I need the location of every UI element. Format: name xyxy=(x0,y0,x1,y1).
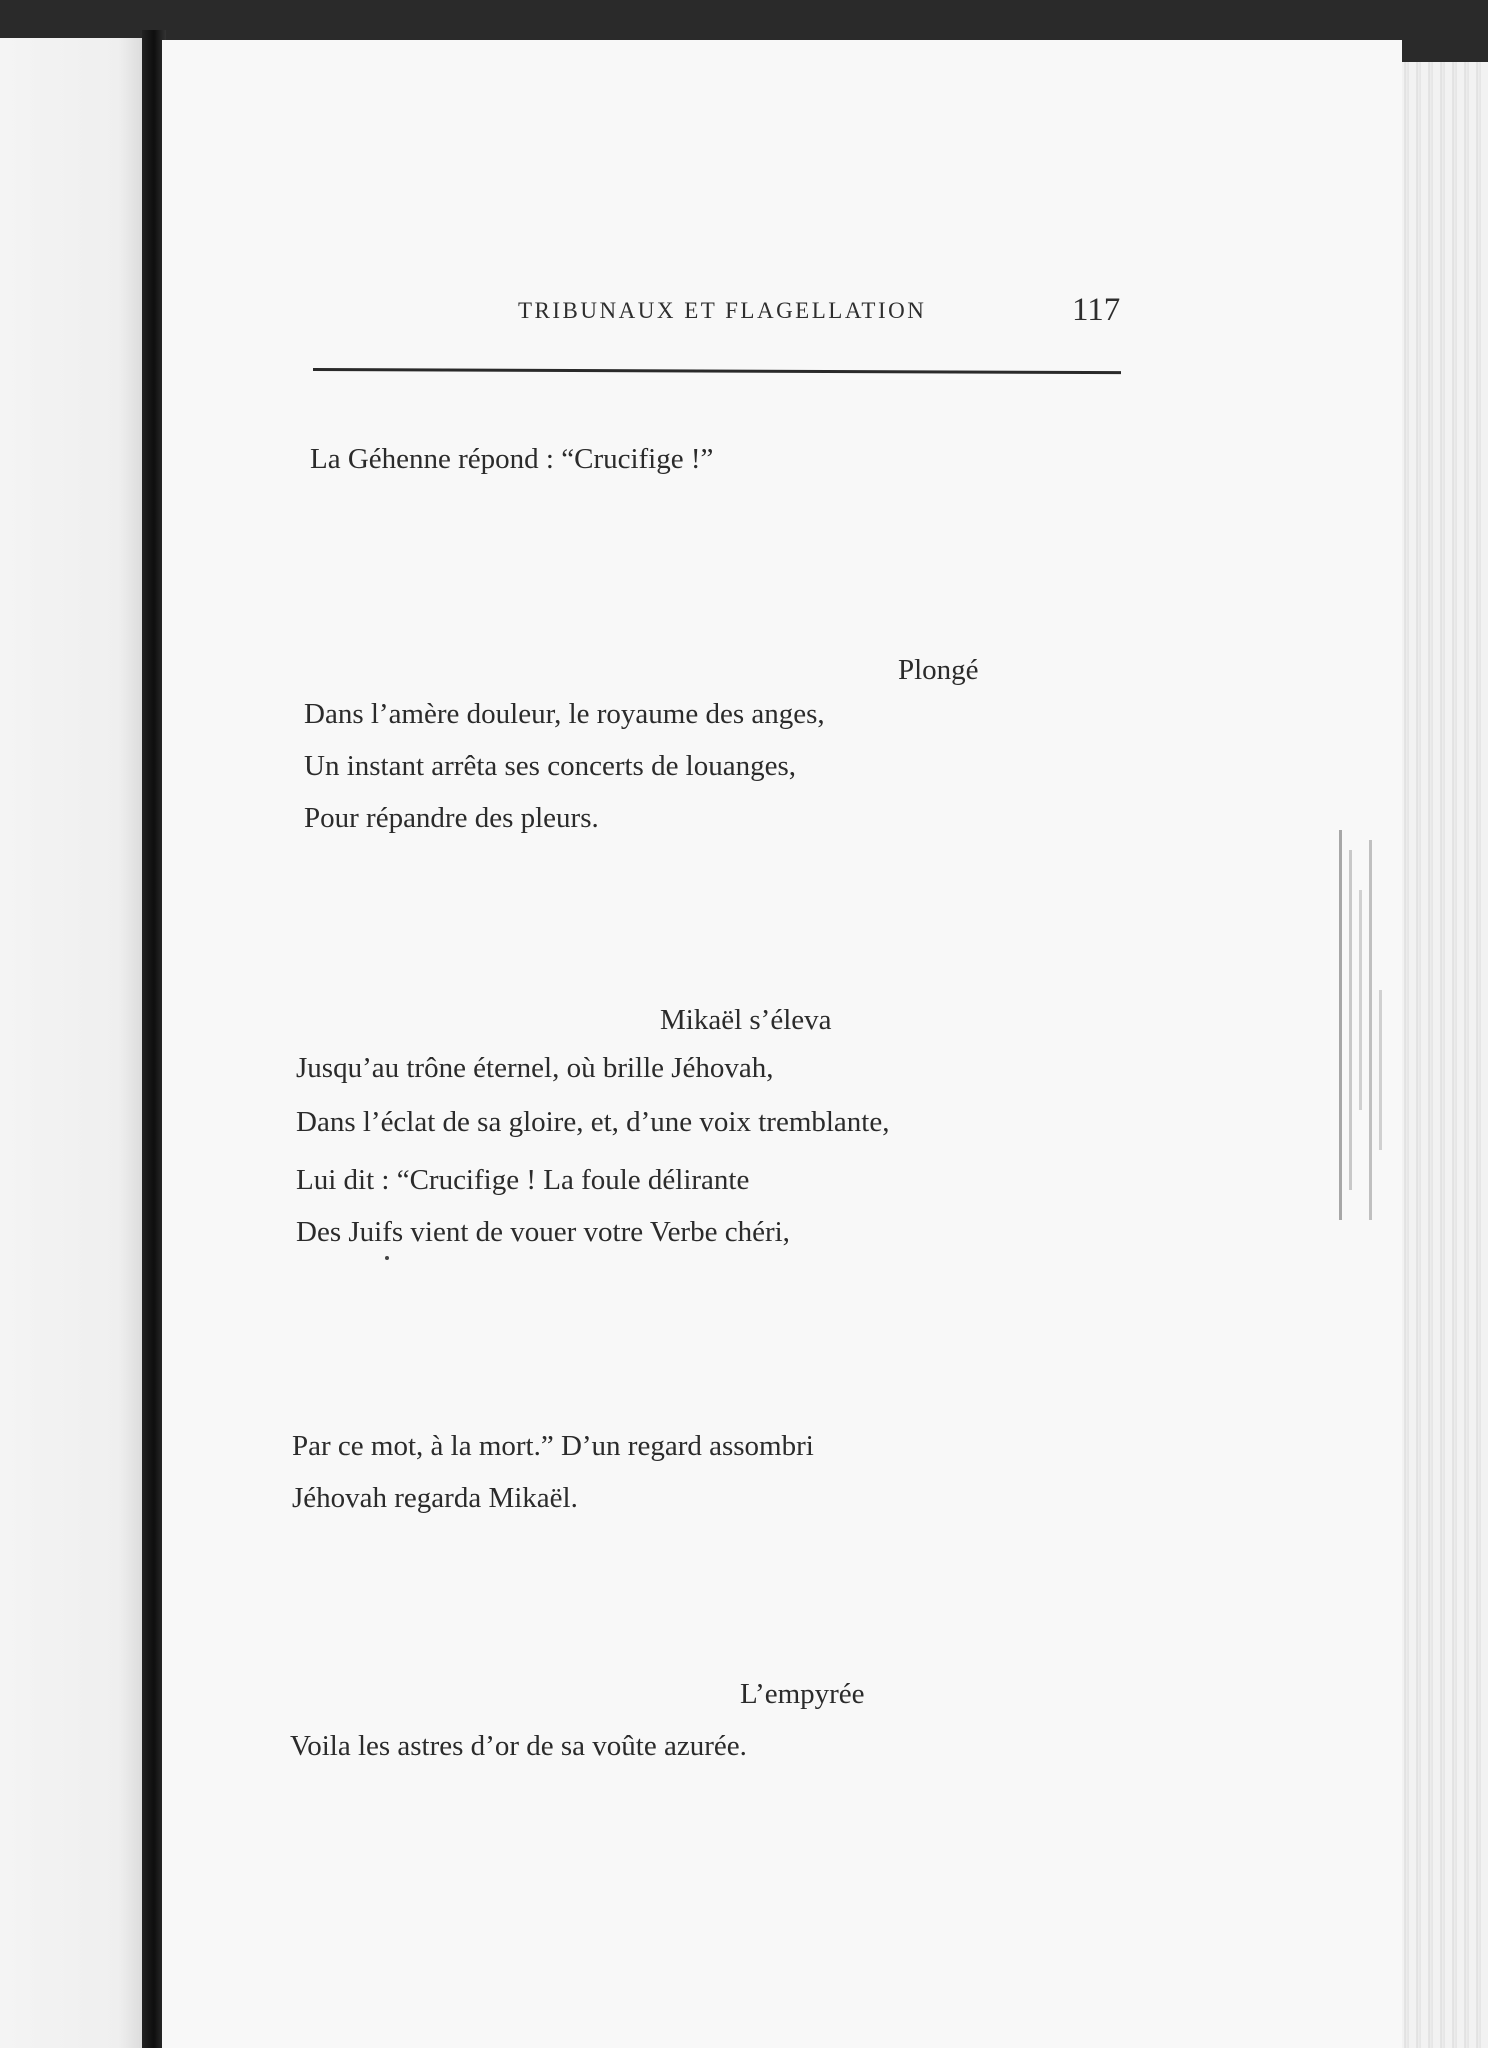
verse-line: Un instant arrêta ses concerts de louanges, xyxy=(304,750,797,782)
verse-line: Jéhovah regarda Mikaël. xyxy=(292,1482,578,1514)
running-title: TRIBUNAUX ET FLAGELLATION xyxy=(518,298,927,323)
library-stamp-mark xyxy=(1335,830,1393,1220)
print-speck xyxy=(385,1256,389,1260)
verse-line: Pour répandre des pleurs. xyxy=(304,802,599,834)
running-head xyxy=(300,292,1130,332)
verse-line: Dans l’amère douleur, le royaume des anges, xyxy=(304,698,825,730)
verse-line: Plongé xyxy=(898,654,979,686)
verse-line: Lui dit : “Crucifige ! La foule délirante xyxy=(296,1164,750,1196)
verse-line: L’empyrée xyxy=(740,1678,865,1710)
verse-line: Par ce mot, à la mort.” D’un regard assombri xyxy=(292,1430,814,1462)
verse-line: Jusqu’au trône éternel, où brille Jéhovah, xyxy=(296,1052,774,1084)
verse-line: Des Juifs vient de vouer votre Verbe chéri, xyxy=(296,1216,790,1248)
verse-line: Dans l’éclat de sa gloire, et, d’une voix tremblante, xyxy=(296,1106,890,1138)
verse-line: La Géhenne répond : “Crucifige !” xyxy=(310,443,714,475)
verse-line: Voila les astres d’or de sa voûte azurée. xyxy=(290,1730,747,1762)
page-number: 117 xyxy=(1072,292,1121,328)
facing-page-edge xyxy=(0,38,148,2048)
verse-line: Mikaël s’éleva xyxy=(660,1004,832,1036)
